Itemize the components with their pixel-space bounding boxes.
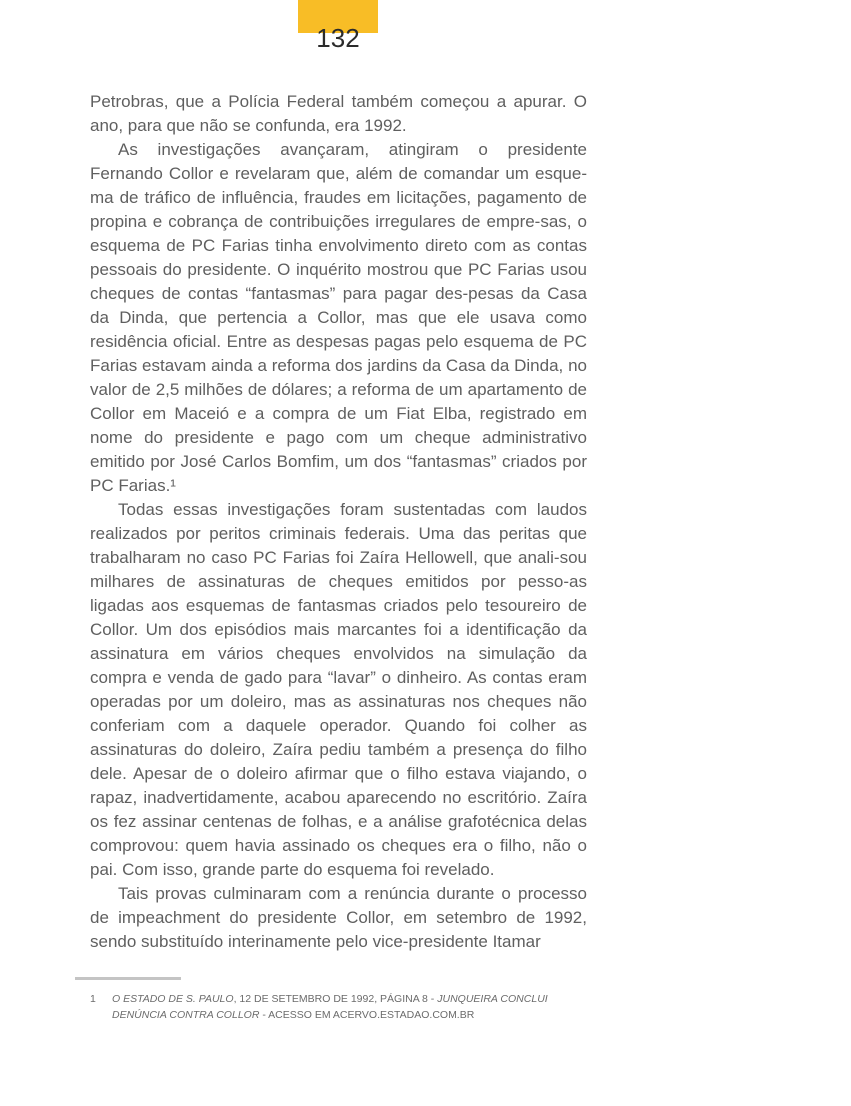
footnote-text — [112, 991, 592, 1023]
footnote-access: - ACESSO EM ACERVO.ESTADAO.COM.BR — [259, 1009, 475, 1021]
paragraph: Todas essas investigações foram sustentadas com laudos realizados por peritos criminais federais. Uma das peritas que trabalharam no caso PC Farias foi Zaíra Hellowell, que anali-sou milhares de assinaturas de cheques emitidos por pesso-as ligadas aos esquemas de fantasmas criados pelo tesoureiro de Collor. Um dos episódios mais marcantes foi a identificação da assinatura em vários cheques envolvidos na simulação da compra e venda de gado para “lavar” o dinheiro. As contas eram operadas por um doleiro, mas as assinaturas nos cheques não conferiam com a daquele operador. Quando foi colher as assinaturas do doleiro, Zaíra pediu também a presença do filho dele. Apesar de o doleiro afirmar que o filho estava viajando, o rapaz, inadvertidamente, acabou aparecendo no escritório. Zaíra os fez assinar centenas de folhas, e a análise grafotécnica delas comprovou: quem havia assinado os cheques era o filho, não o pai. Com isso, grande parte do esquema foi revelado. — [90, 500, 587, 879]
paragraph: Petrobras, que a Polícia Federal também começou a apurar. O ano, para que não se confunda, era 1992. — [90, 92, 587, 135]
body-text — [90, 90, 587, 954]
paragraph: As investigações avançaram, atingiram o presidente Fernando Collor e revelaram que, além de comandar um esque-ma de tráfico de influência, fraudes em licitações, pagamento de propina e cobrança de contribuições irregulares de empre-sas, o esquema de PC Farias tinha envolvimento direto com as contas pessoais do presidente. O inquérito mostrou que PC Farias usou cheques de contas “fantasmas” para pagar des-pesas da Casa da Dinda, que pertencia a Collor, mas que ele usava como residência oficial. Entre as despesas pagas pelo esquema de PC Farias estavam ainda a reforma dos jardins da Casa da Dinda, no valor de 2,5 milhões de dólares; a reforma de um apartamento de Collor em Maceió e a compra de um Fiat Elba, registrado em nome do presidente e pago com um cheque administrativo emitido por José Carlos Bomfim, um dos “fantasmas” criados por PC Farias.¹ — [90, 140, 587, 495]
footnote-source-details: , 12 DE SETEMBRO DE 1992, PÁGINA 8 - — [233, 993, 438, 1005]
page-number: 132 — [316, 23, 360, 53]
footnote-divider — [75, 977, 181, 980]
paragraph: Tais provas culminaram com a renúncia durante o processo de impeachment do presidente Collor, em setembro de 1992, sendo substituído interinamente pelo vice-presidente Itamar — [90, 884, 587, 951]
footnote-source: O ESTADO DE S. PAULO — [112, 993, 234, 1005]
footnote-number: 1 — [90, 993, 96, 1005]
footnote-article-title: JUNQUEIRA CONCLUI DENÚNCIA CONTRA COLLOR — [112, 993, 548, 1021]
